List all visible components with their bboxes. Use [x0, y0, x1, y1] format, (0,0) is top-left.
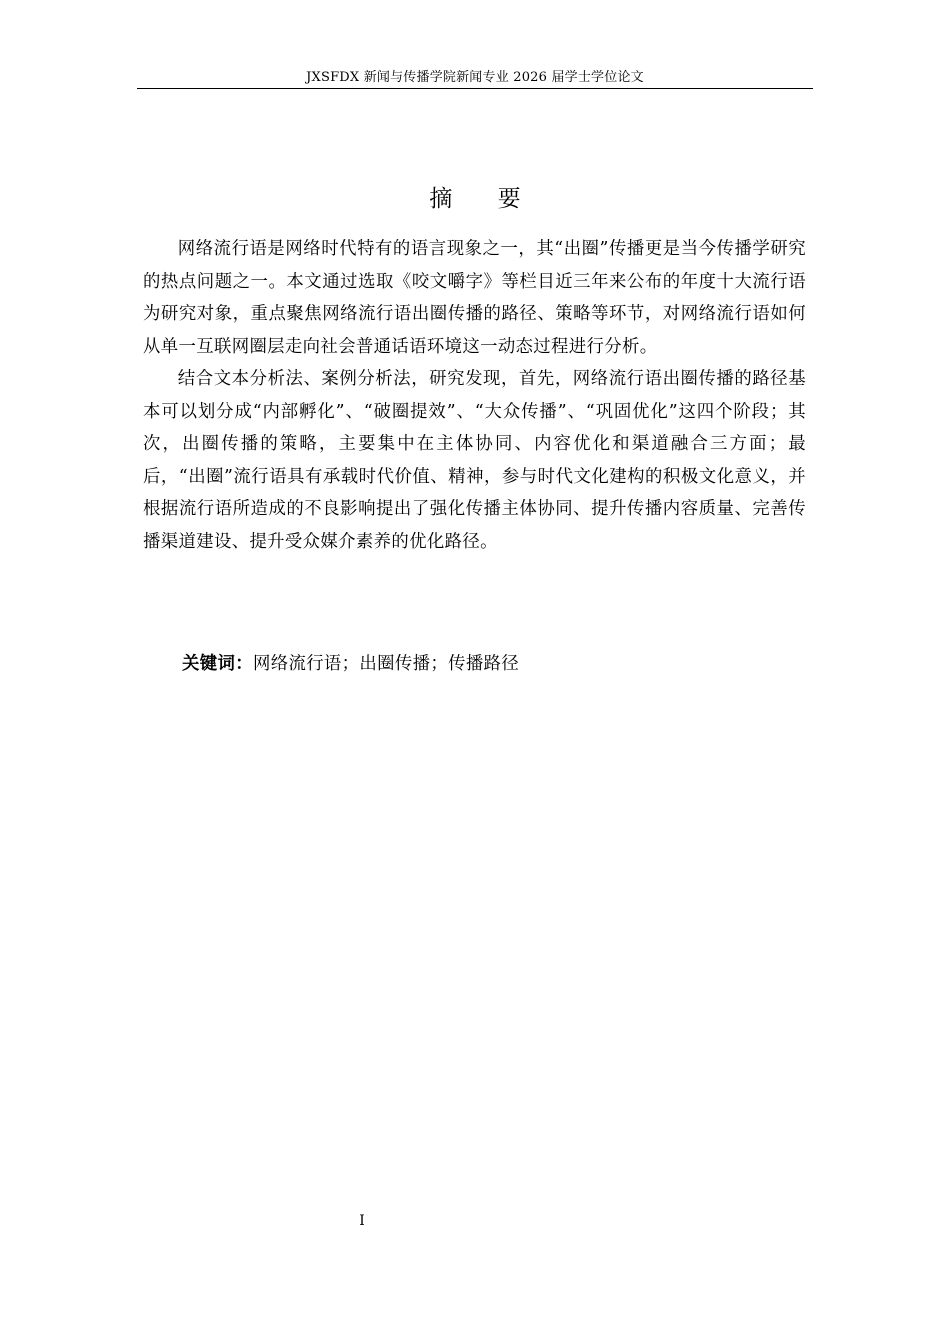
abstract-paragraph-2: 结合文本分析法、案例分析法，研究发现，首先，网络流行语出圈传播的路径基本可以划分成“内部孵化”、“破圈提效”、“大众传播”、“巩固优化”这四个阶段；其次，出圈传播的策略，主要集中在主体协同、内容优化和渠道融合三方面；最后，“出圈”流行语具有承载时代价值、精神，参与时代文化建构的积极文化意义，并根据流行语所造成的不良影响提出了强化传播主体协同、提升传播内容质量、完善传播渠道建设、提升受众媒介素养的优化路径。	[143, 369, 806, 552]
keywords-label: 关键词：	[182, 654, 253, 674]
keywords-line	[182, 648, 519, 680]
abstract-body	[143, 233, 806, 558]
running-header: JXSFDX 新闻与传播学院新闻专业 2026 届学士学位论文	[306, 70, 644, 85]
header-divider	[137, 88, 813, 89]
abstract-paragraph-1: 网络流行语是网络时代特有的语言现象之一，其“出圈”传播更是当今传播学研究的热点问题之一。本文通过选取《咬文嚼字》等栏目近三年来公布的年度十大流行语为研究对象，重点聚焦网络流行语出圈传播的路径、策略等环节，对网络流行语如何从单一互联网圈层走向社会普通话语环境这一动态过程进行分析。	[143, 239, 806, 357]
keywords-text: 网络流行语；出圈传播；传播路径	[252, 654, 520, 674]
page-number: I	[359, 1213, 365, 1229]
abstract-title: 摘 要	[429, 186, 540, 212]
